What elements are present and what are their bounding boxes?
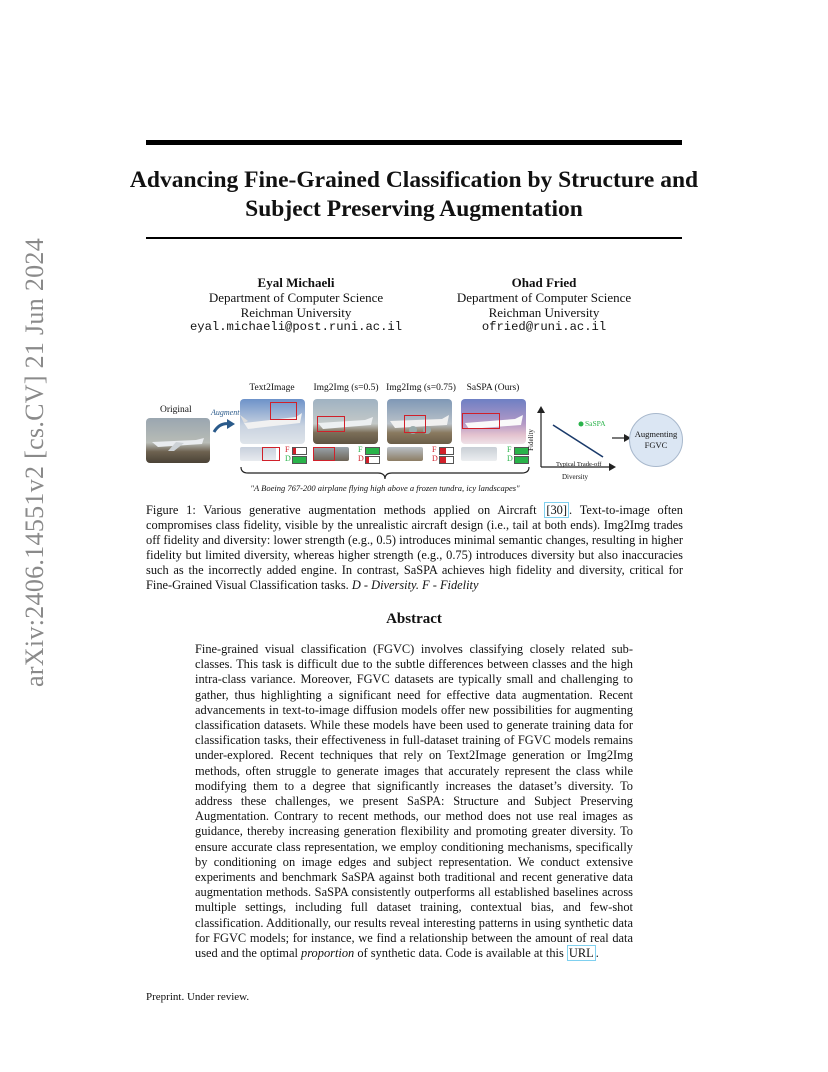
column-label-img2img-05: Img2Img (s=0.5) xyxy=(313,383,379,393)
column-label-saspa: SaSPA (Ours) xyxy=(466,383,520,393)
augmenting-fgvc-node xyxy=(629,413,683,467)
author-email[interactable]: ofried@runi.ac.il xyxy=(481,320,607,334)
highlight-box xyxy=(462,413,500,429)
caption-body: . Text-to-image often compromises class fidelity, visible by the unrealistic aircraft design (i.e., tail at both ends). Img2Img trades off fidelity and diversity: lower strength (e.g., 0.5) introduces minimal semantic changes, resulting in higher fidelity but limited diversity, whereas higher strength (e.g., 0.75) introduces diversity but also inaccuracies such as the incorrectly added engine. In contrast, SaSPA achieves high fidelity and diversity, critical for Fine-Grained Visual Classification tasks. xyxy=(146,503,683,592)
title-bottom-rule xyxy=(146,237,682,239)
highlight-box xyxy=(317,416,345,432)
abstract-italic: proportion xyxy=(301,946,355,961)
plot-ylabel: Fidelity xyxy=(526,429,535,451)
augment-arrow-icon xyxy=(212,418,236,434)
diversity-bar xyxy=(365,456,380,464)
highlight-box xyxy=(404,415,426,433)
author-email[interactable]: eyal.michaeli@post.runi.ac.il xyxy=(189,320,403,334)
f-label: F xyxy=(507,445,512,454)
citation-link[interactable]: [30] xyxy=(546,503,568,517)
abstract-text-2: of synthetic data. Code is available at this xyxy=(354,946,567,961)
top-rule xyxy=(146,140,682,145)
plot-xlabel: Diversity xyxy=(562,473,589,481)
highlight-box xyxy=(313,447,335,461)
plot-point-label: SaSPA xyxy=(585,419,606,428)
preprint-note: Preprint. Under review. xyxy=(146,991,250,1003)
original-aircraft-image xyxy=(146,418,210,463)
author-univ: Reichman University xyxy=(240,305,352,320)
abstract-heading: Abstract xyxy=(386,611,442,627)
fidelity-bar xyxy=(439,447,454,455)
aircraft-icon xyxy=(146,418,210,463)
d-label: D xyxy=(285,454,291,463)
figure-caption xyxy=(146,503,683,593)
author-name: Eyal Michaeli xyxy=(257,275,335,290)
d-label: D xyxy=(432,454,438,463)
d-label: D xyxy=(358,454,364,463)
abstract-end: . xyxy=(595,946,599,961)
augment-label: Augment xyxy=(211,408,240,417)
brace xyxy=(240,466,530,480)
caption-lead: Figure 1: Various generative augmentation methods applied on Aircraft xyxy=(146,503,545,517)
author-dept: Department of Computer Science xyxy=(456,290,632,305)
fidelity-bar xyxy=(292,447,307,455)
author-block-2 xyxy=(414,275,674,335)
caption-legend: D - Diversity. F - Fidelity xyxy=(351,578,479,592)
column-label-text2image: Text2Image xyxy=(249,383,295,393)
column-label-img2img-075: Img2Img (s=0.75) xyxy=(386,383,456,393)
diversity-bar xyxy=(439,456,454,464)
author-name: Ohad Fried xyxy=(511,275,577,290)
f-label: F xyxy=(285,445,290,454)
fidelity-bar xyxy=(365,447,380,455)
highlight-box xyxy=(262,447,280,461)
highlight-box xyxy=(270,402,297,420)
arxiv-side-stamp: arXiv:2406.14551v2 [cs.CV] 21 Jun 2024 xyxy=(20,237,49,687)
code-url-link[interactable]: URL xyxy=(568,946,594,961)
saspa-small-image xyxy=(461,447,497,461)
augmenting-fgvc-label: Augmenting FGVC xyxy=(634,429,678,450)
generation-prompt: "A Boeing 767-200 airplane flying high above a frozen tundra, icy landscapes" xyxy=(250,483,520,493)
plot-tradeoff-label: Typical Trade-off xyxy=(556,461,602,468)
abstract-body xyxy=(195,642,633,961)
diversity-bar xyxy=(292,456,307,464)
original-label: Original xyxy=(160,405,192,415)
author-dept: Department of Computer Science xyxy=(208,290,384,305)
d-label: D xyxy=(507,454,513,463)
diversity-bar xyxy=(514,456,529,464)
author-univ: Reichman University xyxy=(488,305,600,320)
f-label: F xyxy=(358,445,363,454)
paper-title: Advancing Fine-Grained Classification by Structure and Subject Preserving Augmentation xyxy=(129,167,699,222)
abstract-text: Fine-grained visual classification (FGVC) involves classifying closely related sub-classes. This task is difficult due to the subtle differences between classes and the high intra-class variance. Moreover, FGVC datasets are typically small and challenging to gather, thus highlighting a significant need for effective data augmentation. Recent advancements in text-to-image diffusion models offer new possibilities for augmenting classification datasets. While these models have been used to generate training data for classification tasks, their effectiveness in full-dataset training of FGVC models remains under-explored. Recent techniques that rely on Text2Image generation or Img2Img methods, often struggle to generate images that accurately represent the class while modifying them to a degree that significantly increases the dataset’s diversity. To address these challenges, we present SaSPA: Structure and Subject Preserving Augmentation. Contrary to recent methods, our method does not use real images as guidance, thereby increasing generation flexibility and promoting greater diversity. To ensure accurate class representation, we employ conditioning mechanisms, specifically by conditioning on image edges and subject representation. We conduct extensive experiments and benchmark SaSPA against both traditional and recent generative data augmentation methods. SaSPA consistently outperforms all established baselines across multiple settings, including full dataset training, contextual bias, and few-shot classification. Additionally, our results reveal interesting patterns in using synthetic data for FGVC models; for instance, we find a relationship between the amount of real data used and the optimal xyxy=(195,642,633,961)
author-block-1 xyxy=(166,275,426,335)
img2img-075-small-image xyxy=(387,447,423,461)
f-label: F xyxy=(432,445,437,454)
